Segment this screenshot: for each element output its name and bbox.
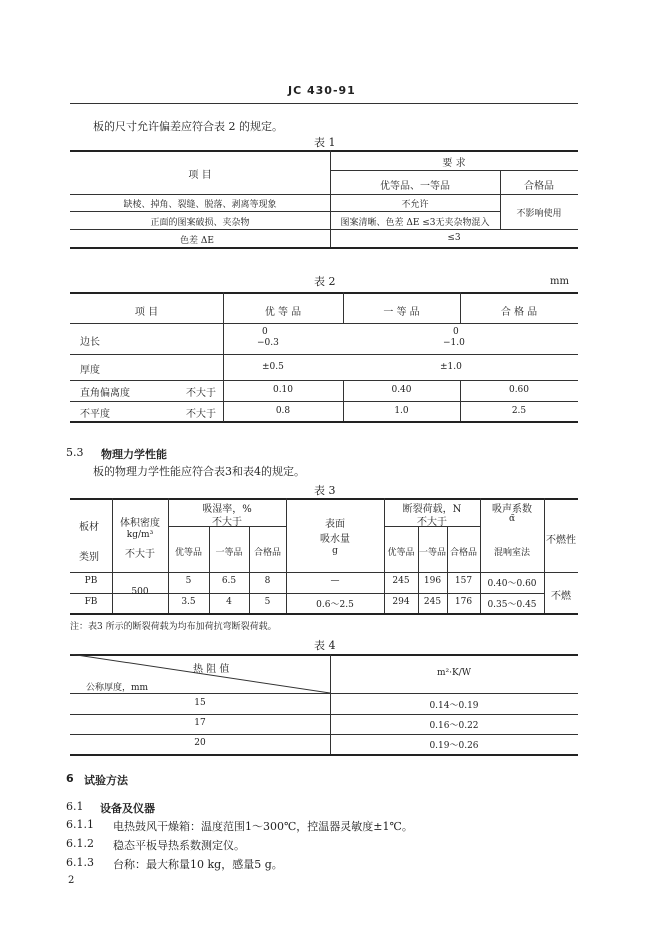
table1-row3-req: ≤3 [447, 233, 461, 243]
table1-header-item: 项 目 [188, 170, 212, 181]
table3-row2-a1: 3.5 [181, 597, 196, 607]
table2-row4-item: 不平度 [80, 409, 110, 420]
table3-h-density-unit: kg/m³ [126, 530, 154, 540]
table4-row3-t: 20 [194, 738, 206, 748]
table4-row2-t: 17 [194, 718, 206, 728]
table3-h-g2: 一等品 [215, 548, 243, 558]
page-number: 2 [68, 875, 75, 886]
table3-row1-surf: — [330, 576, 340, 586]
table3-row2-a2: 4 [226, 597, 232, 607]
table3-h-density: 体积密度 [120, 518, 160, 529]
table4-row3-v: 0.19～0.26 [429, 741, 479, 751]
item2-number: 6.1.2 [66, 837, 94, 850]
table3-row2-type: FB [84, 597, 98, 607]
table3-row1-type: PB [84, 576, 98, 586]
document-code: JC 430-91 [288, 84, 356, 97]
item3-number: 6.1.3 [66, 856, 94, 869]
table1-header-grade2: 合格品 [524, 181, 554, 192]
table2-row1-v1b: −0.3 [257, 338, 279, 348]
item3-text: 台称：最大称量10 kg，感量5 g。 [113, 858, 283, 871]
table3-h-b2: 一等品 [418, 548, 446, 558]
table3-h-density-note: 不大于 [125, 549, 155, 560]
table3-h-g3: 合格品 [253, 548, 281, 558]
table2-row4-note: 不大于 [186, 409, 216, 420]
table1-row1-req: 不允许 [401, 200, 429, 210]
table3-h-b1: 优等品 [387, 548, 415, 558]
table2-row4-v2: 1.0 [394, 406, 409, 416]
table2-header-grade2: 一 等 品 [383, 307, 420, 318]
table3-h-surface: 表面 [325, 519, 345, 530]
table3-row1-a2: 6.5 [221, 576, 237, 586]
table3-h-fire: 不燃性 [546, 535, 576, 546]
table2-row1-v1a: 0 [262, 327, 268, 337]
table4-h-thickness: 公称厚度，mm [86, 683, 149, 693]
section6-title: 试验方法 [84, 774, 128, 787]
table4-row1-t: 15 [194, 698, 206, 708]
table3-h-surface3: g [332, 546, 338, 556]
table1-row2-req: 图案清晰、色差 ΔE ≤3无夹杂物混入 [340, 218, 490, 228]
table3-density-value: 500 [131, 587, 149, 597]
table2-header-grade3: 合 格 品 [500, 307, 538, 318]
table1-header-req: 要 求 [442, 158, 466, 169]
table3-row1-b3: 157 [454, 576, 473, 586]
table2-row4-v3: 2.5 [511, 406, 527, 416]
table3-h-material: 板材 [79, 522, 99, 533]
item1-number: 6.1.1 [66, 818, 94, 831]
table2-row1-v2b: −1.0 [443, 338, 465, 348]
table3-row1-b1: 245 [392, 576, 410, 586]
table3-note: 注：表3 所示的断裂荷载为均布加荷抗弯断裂荷载。 [70, 622, 277, 632]
table3-row2-a3: 5 [264, 597, 271, 607]
table2-row3-item: 直角偏离度 [80, 388, 130, 399]
section61-title: 设备及仪器 [100, 802, 155, 815]
table4-h-thermal: 热 阻 值 [193, 664, 230, 675]
table2-unit: mm [550, 276, 569, 287]
table3-row2-b3: 176 [454, 597, 473, 607]
table2-row2-item: 厚度 [80, 365, 100, 376]
table3-row2-surf: 0.6～2.5 [316, 600, 354, 610]
table2-row1-item: 边长 [80, 337, 100, 348]
table4-h-unit: m²·K/W [436, 668, 471, 678]
table3-h-absorb: 吸湿率，% [202, 504, 252, 515]
table2-caption: 表 2 [314, 275, 336, 288]
table3-h-break: 断裂荷载，N [402, 504, 462, 515]
section53-title: 物理力学性能 [101, 448, 167, 461]
table1-row3-item: 色差 ΔE [180, 236, 214, 246]
intro-text: 板的尺寸允许偏差应符合表 2 的规定。 [93, 120, 283, 133]
table2-row3-note: 不大于 [186, 388, 216, 399]
table1-row1-req2: 不影响使用 [516, 209, 562, 219]
table4-row1-v: 0.14～0.19 [429, 701, 479, 711]
table3-caption: 表 3 [314, 484, 336, 497]
table4-caption: 表 4 [314, 639, 336, 652]
table3-row2-sound: 0.35～0.45 [487, 600, 537, 610]
table3-row1-sound: 0.40～0.60 [487, 579, 537, 589]
table4-row2-v: 0.16～0.22 [429, 721, 479, 731]
section61-number: 6.1 [66, 800, 84, 813]
table1-row2-item: 正面的图案破损、夹杂物 [150, 218, 250, 228]
table3-h-b3: 合格品 [449, 548, 477, 558]
table3-h-type: 类别 [79, 552, 99, 563]
table2-row2-v1: ±0.5 [262, 362, 284, 372]
table3-h-sound-method: 混响室法 [493, 548, 530, 558]
table2-row4-v1: 0.8 [275, 406, 291, 416]
table3-h-sound-sym: α̃ [508, 514, 516, 524]
table2-row1-v2a: 0 [453, 327, 459, 337]
table3-row1-a3: 8 [264, 576, 271, 586]
table3-row1-b2: 196 [423, 576, 442, 586]
table2-header-item: 项 目 [134, 307, 159, 318]
section53-number: 5.3 [66, 446, 84, 459]
table3-row2-b2: 245 [423, 597, 442, 607]
section53-text: 板的物理力学性能应符合表3和表4的规定。 [93, 465, 305, 478]
table3-h-sound: 吸声系数 [492, 504, 532, 515]
table2-row3-v2: 0.40 [391, 385, 412, 395]
table2-row3-v3: 0.60 [508, 385, 530, 395]
section6-number: 6 [66, 772, 74, 785]
table3-h-g1: 优等品 [174, 548, 202, 558]
table3-h-absorb-note: 不大于 [212, 517, 242, 528]
table3-row2-b1: 294 [392, 597, 410, 607]
item2-text: 稳态平板导热系数测定仪。 [113, 839, 245, 852]
table2-row2-v2: ±1.0 [440, 362, 462, 372]
table1-row1-item: 缺棱、掉角、裂缝、脱落、剥离等现象 [123, 200, 277, 210]
table3-h-surface2: 吸水量 [320, 534, 350, 545]
table3-fire-value: 不燃 [551, 591, 571, 602]
item1-text: 电热鼓风干燥箱：温度范围1～300℃，控温器灵敏度±1℃。 [113, 820, 413, 833]
header-rule [70, 103, 578, 104]
table3-row1-a1: 5 [185, 576, 192, 586]
table2-row3-v1: 0.10 [272, 385, 294, 395]
table2-header-grade1: 优 等 品 [264, 307, 302, 318]
table1-header-grade1: 优等品、一等品 [380, 181, 450, 192]
table3-h-break-note: 不大于 [417, 517, 447, 528]
table1-caption: 表 1 [314, 136, 336, 149]
